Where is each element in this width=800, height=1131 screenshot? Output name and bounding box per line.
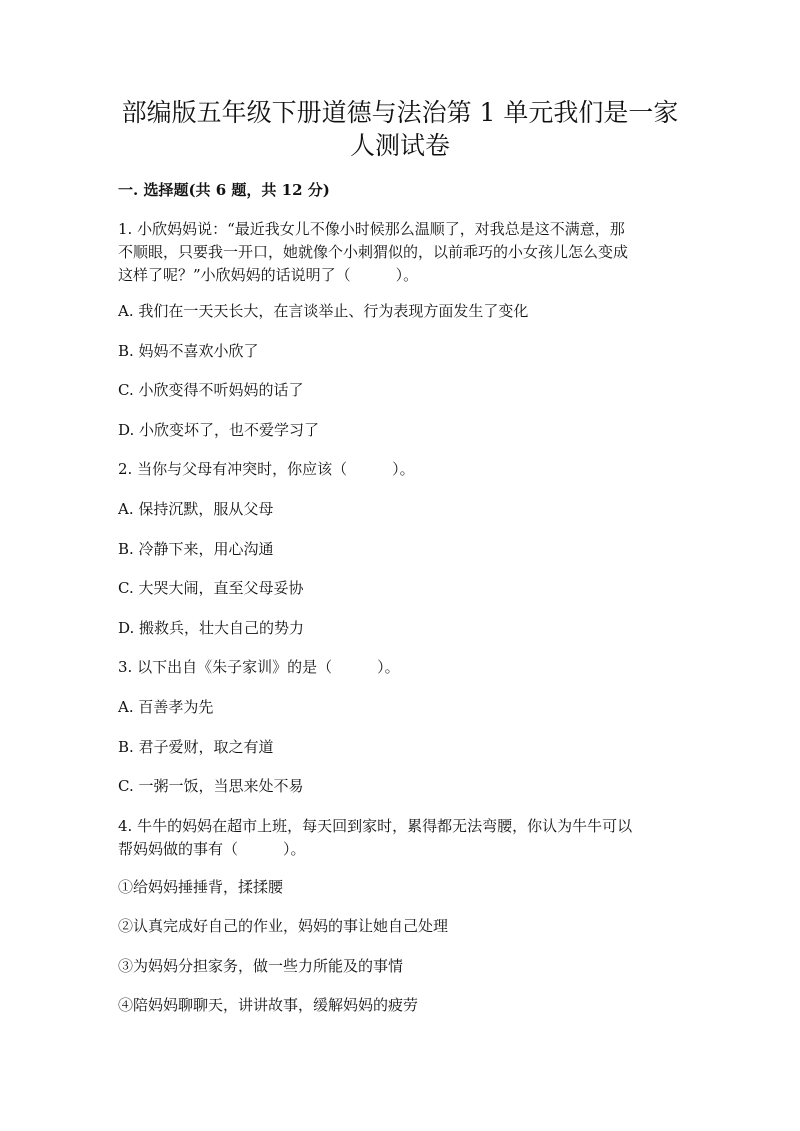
page-title [110,96,690,162]
question-4-option-1: ①给妈妈捶捶背，揉揉腰 [118,878,284,896]
question-1-stem-line-3: 这样了呢？”小欣妈妈的话说明了（ ）。 [118,266,419,284]
question-3-option-b: B. 君子爱财，取之有道 [118,738,274,756]
title-line-2: 人测试卷 [349,131,450,160]
question-3-option-c: C. 一粥一饭，当思来处不易 [118,777,304,795]
question-4-option-2: ②认真完成好自己的作业，妈妈的事让她自己处理 [118,917,449,935]
question-3-stem: 3. 以下出自《朱子家训》的是（ ）。 [118,658,400,676]
question-2-option-d: D. 搬救兵，壮大自己的势力 [118,619,305,637]
question-4-stem-line-2: 帮妈妈做的事有（ ）。 [118,840,306,858]
question-2-option-a: A. 保持沉默，服从父母 [118,500,274,518]
question-3-option-a: A. 百善孝为先 [118,698,214,716]
question-1-option-c: C. 小欣变得不听妈妈的话了 [118,381,304,399]
question-1-option-d: D. 小欣变坏了，也不爱学习了 [118,421,320,439]
question-2-stem: 2. 当你与父母有冲突时，你应该（ ）。 [118,460,415,478]
question-4-stem-line-1: 4. 牛牛的妈妈在超市上班，每天回到家时，累得都无法弯腰，你认为牛牛可以 [118,817,633,835]
question-2-option-c: C. 大哭大闹，直至父母妥协 [118,579,304,597]
question-4-option-4: ④陪妈妈聊聊天，讲讲故事，缓解妈妈的疲劳 [118,996,419,1014]
title-line-1: 部编版五年级下册道德与法治第 1 单元我们是一家 [121,98,679,127]
question-1-stem-line-1: 1. 小欣妈妈说：“最近我女儿不像小时候那么温顺了，对我总是这不满意，那 [118,220,625,238]
question-1-option-b: B. 妈妈不喜欢小欣了 [118,342,259,360]
question-1-option-a: A. 我们在一天天长大，在言谈举止、行为表现方面发生了变化 [118,302,529,320]
question-4-option-3: ③为妈妈分担家务，做一些力所能及的事情 [118,957,404,975]
question-2-option-b: B. 冷静下来，用心沟通 [118,540,274,558]
section-heading: 一. 选择题(共 6 题，共 12 分) [118,181,330,199]
question-1-stem-line-2: 不顺眼，只要我一开口，她就像个小刺猬似的，以前乖巧的小女孩儿怎么变成 [118,243,629,261]
